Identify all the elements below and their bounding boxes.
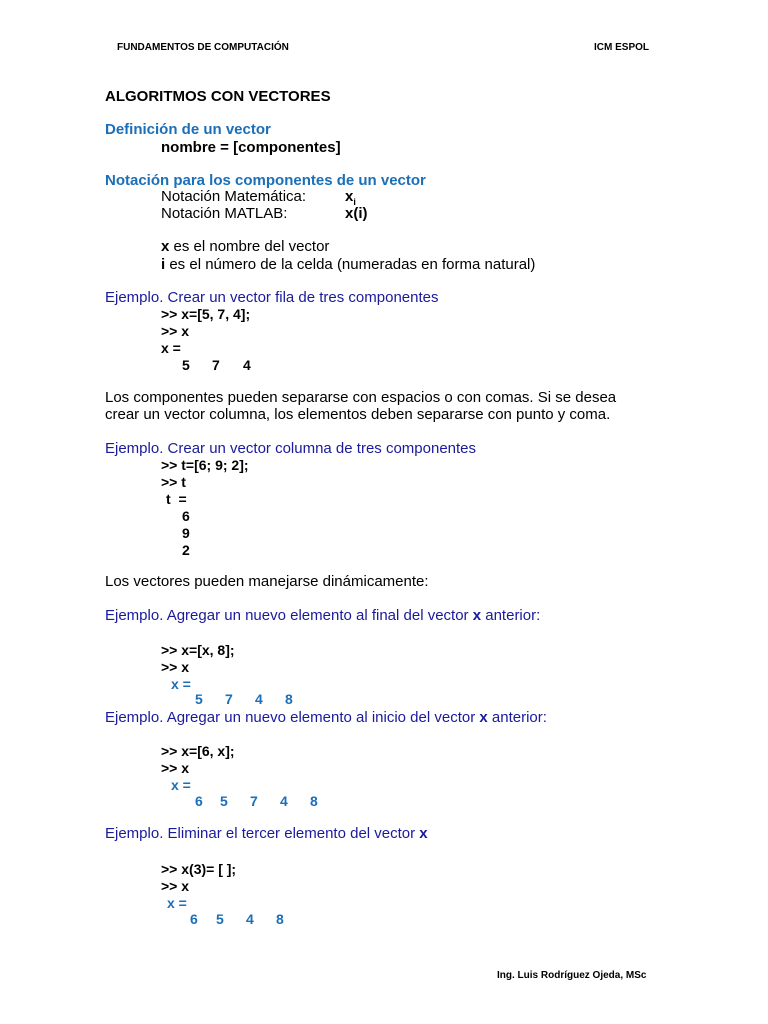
example-4-value-1: 6 — [195, 793, 203, 809]
example-2-value-3: 2 — [182, 542, 190, 558]
example-1-value-1: 5 — [182, 357, 190, 373]
example-5-command-1: >> x(3)= [ ]; — [161, 861, 237, 877]
example-3-command-1: >> x=[x, 8]; — [161, 642, 235, 658]
example-1-label: Ejemplo. Crear un vector fila de tres componentes — [105, 289, 439, 306]
paragraph-2: Los vectores pueden manejarse dinámicamente: — [105, 573, 429, 590]
example-4-label: Ejemplo. Agregar un nuevo elemento al inicio del vector x anterior: — [105, 709, 547, 726]
example-5-value-2: 5 — [216, 911, 224, 927]
example-3-command-2: >> x — [161, 659, 190, 675]
header-right: ICM ESPOL — [594, 42, 650, 53]
notation-explanation-i: i es el número de la celda (numeradas en forma natural) — [161, 256, 536, 273]
matlab-notation-value: x(i) — [345, 205, 368, 222]
example-4-output-label: x = — [171, 777, 191, 793]
example-3-value-3: 4 — [255, 691, 263, 707]
matlab-notation-label: Notación MATLAB: — [161, 205, 288, 222]
footer-author: Ing. Luis Rodríguez Ojeda, MSc — [497, 970, 647, 981]
example-4-value-3: 7 — [250, 793, 258, 809]
example-5-value-3: 4 — [246, 911, 254, 927]
math-notation-value: $x_i$ — [345, 188, 356, 207]
section-heading-definition: Definición de un vector — [105, 121, 271, 138]
example-5-output-label: x = — [167, 895, 187, 911]
example-1-output-label: x = — [161, 340, 181, 356]
example-2-output-label: t = — [166, 491, 187, 507]
definition-syntax: nombre = [componentes] — [161, 139, 341, 156]
example-1-value-3: 4 — [243, 357, 251, 373]
example-1-command-1: >> x=[5, 7, 4]; — [161, 306, 251, 322]
example-2-value-2: 9 — [182, 525, 190, 541]
paragraph-1-line-1: Los componentes pueden separarse con espacios o con comas. Si se desea — [105, 389, 617, 406]
example-1-command-2: >> x — [161, 323, 190, 339]
example-2-command-1: >> t=[6; 9; 2]; — [161, 457, 249, 473]
example-3-label: Ejemplo. Agregar un nuevo elemento al final del vector x anterior: — [105, 607, 541, 624]
example-5-label: Ejemplo. Eliminar el tercer elemento del vector x — [105, 825, 428, 842]
page-title: ALGORITMOS CON VECTORES — [105, 88, 331, 105]
example-5-command-2: >> x — [161, 878, 190, 894]
example-4-command-1: >> x=[6, x]; — [161, 743, 235, 759]
section-heading-notation: Notación para los componentes de un vector — [105, 172, 426, 189]
notation-explanation-x: x es el nombre del vector — [161, 238, 330, 255]
example-3-value-1: 5 — [195, 691, 203, 707]
example-5-value-4: 8 — [276, 911, 284, 927]
example-4-command-2: >> x — [161, 760, 190, 776]
example-2-label: Ejemplo. Crear un vector columna de tres componentes — [105, 440, 477, 457]
example-1-value-2: 7 — [212, 357, 220, 373]
example-3-output-label: x = — [171, 676, 191, 692]
math-notation-label: Notación Matemática: — [161, 188, 307, 205]
example-4-value-4: 4 — [280, 793, 288, 809]
paragraph-1-line-2: crear un vector columna, los elementos deben separarse con punto y coma. — [105, 406, 611, 423]
header-left: FUNDAMENTOS DE COMPUTACIÓN — [117, 42, 289, 53]
example-3-value-4: 8 — [285, 691, 293, 707]
example-2-command-2: >> t — [161, 474, 186, 490]
example-2-value-1: 6 — [182, 508, 190, 524]
example-4-value-2: 5 — [220, 793, 228, 809]
example-4-value-5: 8 — [310, 793, 318, 809]
example-3-value-2: 7 — [225, 691, 233, 707]
example-5-value-1: 6 — [190, 911, 198, 927]
